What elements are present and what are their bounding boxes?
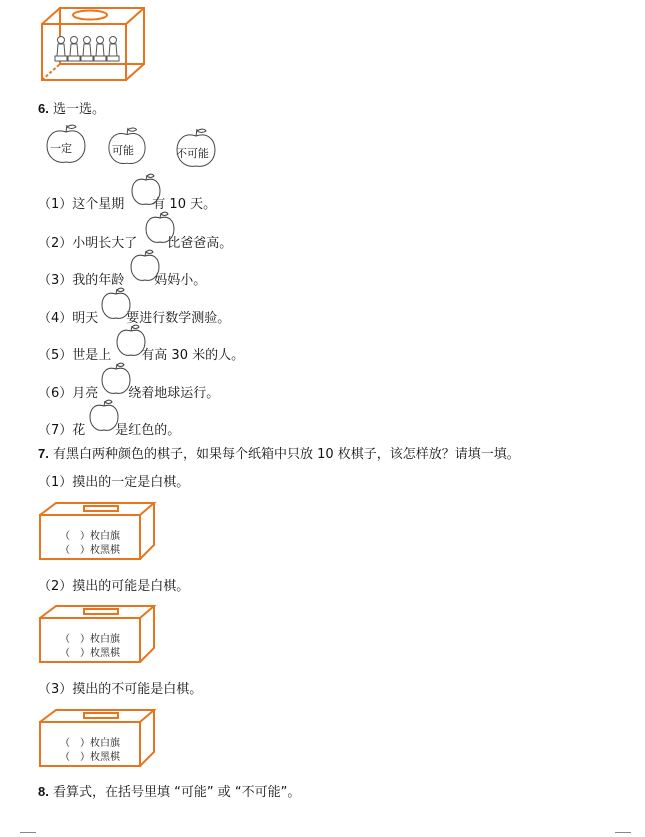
question-6-item-1: （1）这个星期 有 10 天。	[38, 197, 217, 212]
answer-apple-icon[interactable]	[144, 210, 176, 246]
chess-piece	[68, 37, 80, 62]
chess-box-illustration	[38, 4, 148, 84]
question-6-item-3: （3）我的年龄 妈妈小。	[38, 273, 207, 288]
answer-apple-icon[interactable]	[100, 286, 132, 322]
question-7-item-1-label: （1）摸出的一定是白棋。	[38, 475, 190, 490]
black-count-field[interactable]: （ ）枚黑棋	[60, 545, 120, 556]
question-6-item-5: （5）世是上 有高 30 米的人。	[38, 348, 245, 363]
answer-apple-icon[interactable]	[88, 398, 120, 434]
question-6-item-4: （4）明天 要进行数学测验。	[38, 311, 231, 326]
white-count-field[interactable]: （ ）枚白旗	[60, 738, 120, 749]
chess-piece	[81, 37, 93, 62]
page-corner-mark	[20, 832, 36, 833]
page-corner-mark	[615, 832, 631, 833]
question-text: 选一选。	[53, 102, 106, 117]
white-count-field[interactable]: （ ）枚白旗	[60, 634, 120, 645]
chess-piece	[55, 37, 67, 62]
apple-option	[106, 124, 148, 172]
question-7-title: 7. 有黑白两种颜色的棋子，如果每个纸箱中只放 10 枚棋子，该怎样放？请填一填。	[38, 446, 520, 462]
question-number: 8	[38, 784, 46, 799]
white-count-field[interactable]: （ ）枚白旗	[60, 531, 120, 542]
question-text: 有黑白两种颜色的棋子，如果每个纸箱中只放 10 枚棋子，该怎样放？请填一填。	[53, 447, 520, 462]
question-number: 7	[38, 446, 46, 461]
question-6-item-6: （6）月亮 绕着地球运行。	[38, 386, 220, 401]
answer-apple-icon[interactable]	[115, 323, 147, 359]
chess-piece	[94, 37, 106, 62]
answer-apple-icon[interactable]	[100, 361, 132, 397]
question-7-item-3-label: （3）摸出的不可能是白棋。	[38, 682, 203, 697]
question-6-title: 6. 选一选。	[38, 101, 106, 117]
question-8-title: 8. 看算式，在括号里填 “可能” 或 “不可能”。	[38, 784, 301, 800]
answer-apple-icon[interactable]	[129, 248, 161, 284]
question-number: 6	[38, 101, 46, 116]
chess-piece	[107, 37, 119, 62]
question-6-item-7: （7）花 是红色的。	[38, 423, 181, 438]
black-count-field[interactable]: （ ）枚黑棋	[60, 752, 120, 763]
question-6-item-2: （2）小明长大了 比爸爸高。	[38, 236, 233, 251]
question-7-item-2-label: （2）摸出的可能是白棋。	[38, 579, 190, 594]
apple-label: 一定	[50, 142, 72, 155]
apple-label: 可能	[112, 144, 134, 157]
question-text: 看算式，在括号里填 “可能” 或 “不可能”。	[53, 785, 301, 800]
apple-option	[44, 122, 88, 170]
black-count-field[interactable]: （ ）枚黑棋	[60, 648, 120, 659]
answer-apple-icon[interactable]	[130, 172, 162, 208]
apple-option	[174, 126, 218, 174]
apple-label: 不可能	[176, 147, 209, 160]
